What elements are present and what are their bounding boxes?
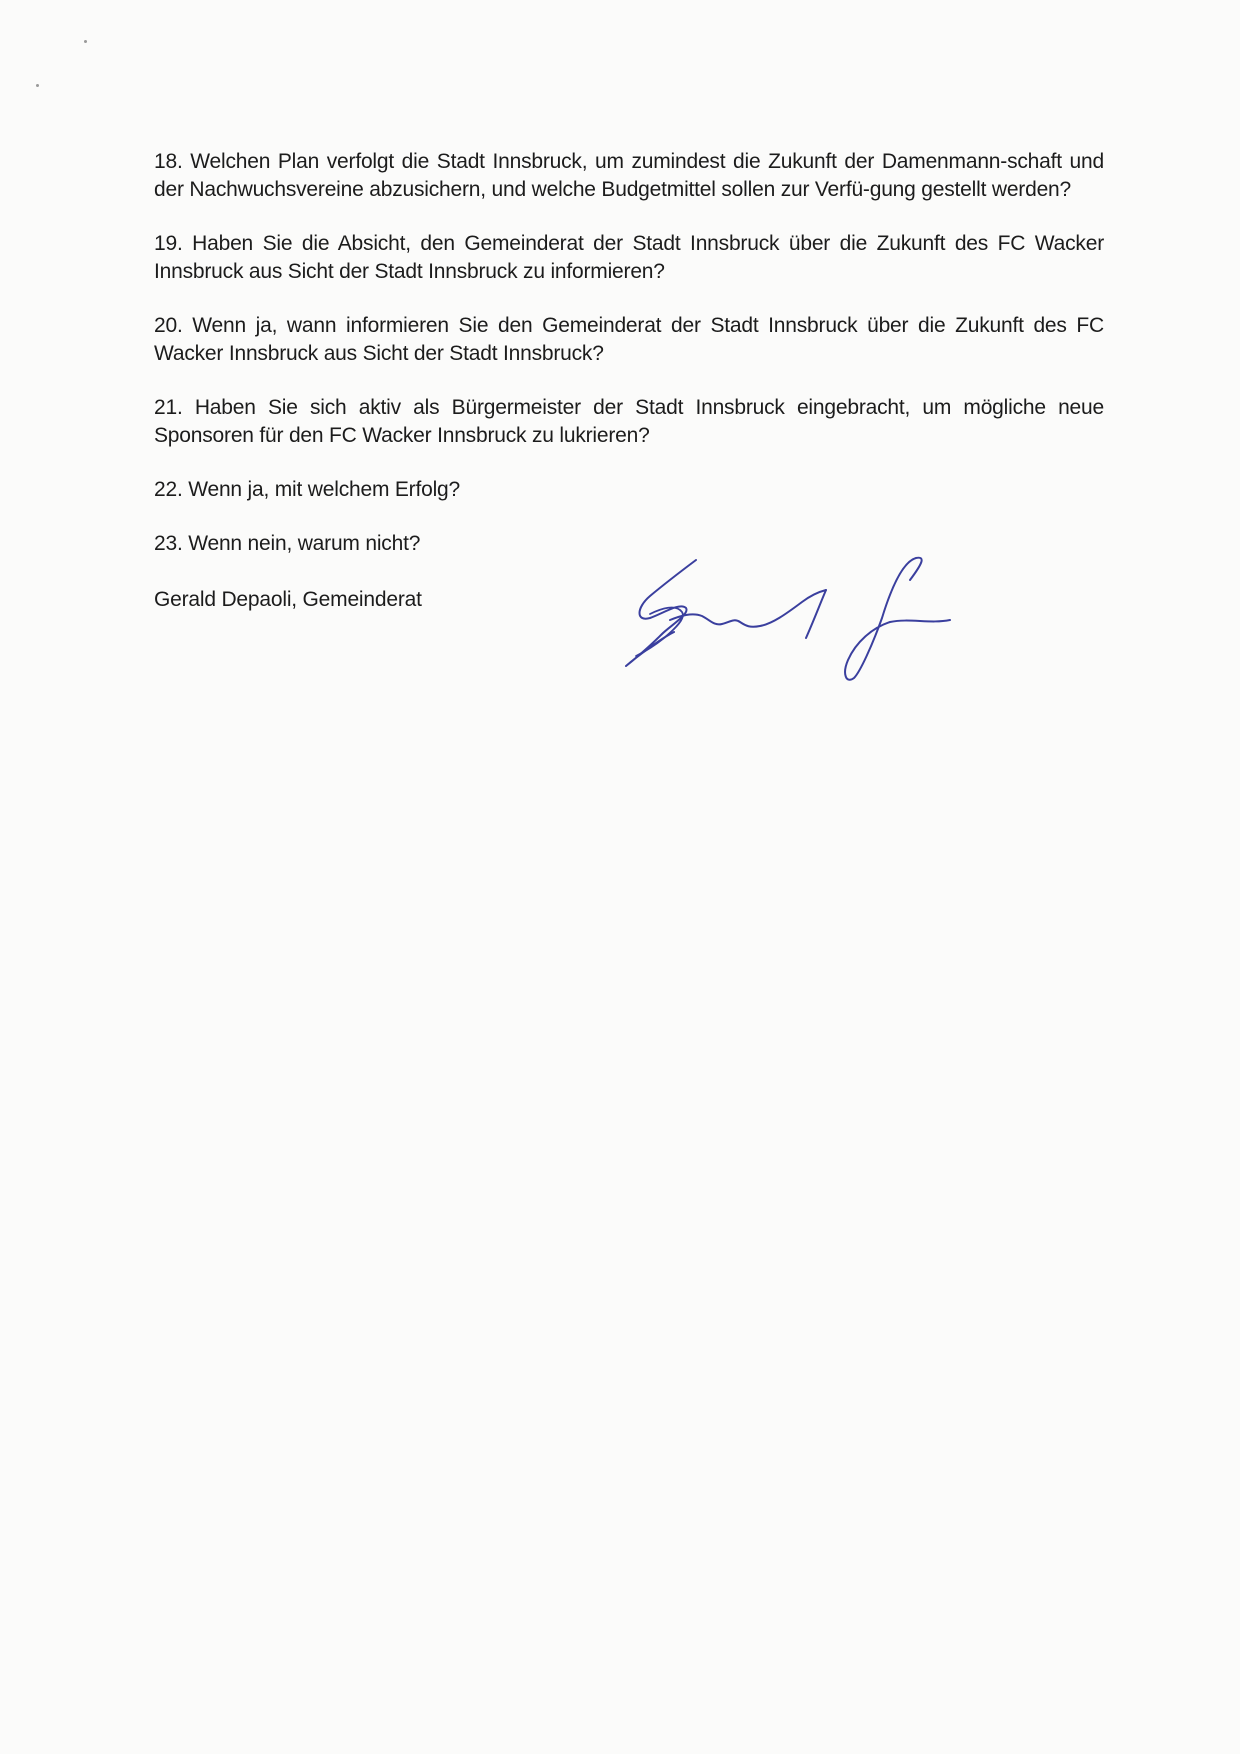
signature-block <box>154 586 1104 726</box>
document-body <box>154 148 1104 726</box>
signature-stroke <box>626 560 696 666</box>
question-19: 19. Haben Sie die Absicht, den Gemeinderat der Stadt Innsbruck über die Zukunft des FC Wacker Innsbruck aus Sicht der Stadt Innsbruck zu informieren? <box>154 232 1104 283</box>
question-18: 18. Welchen Plan verfolgt die Stadt Innsbruck, um zumindest die Zukunft der Damenmann-schaft und der Nachwuchsvereine abzusichern, und welche Budgetmittel sollen zur Verfü-gung gestellt werden? <box>154 150 1104 201</box>
question-22: 22. Wenn ja, mit welchem Erfolg? <box>154 478 461 501</box>
signature-stroke <box>845 558 950 680</box>
signature-stroke <box>670 590 826 627</box>
handwritten-signature <box>610 542 970 692</box>
signer-name: Gerald Depaoli, Gemeinderat <box>154 588 422 611</box>
scan-speck <box>84 40 87 43</box>
question-20: 20. Wenn ja, wann informieren Sie den Gemeinderat der Stadt Innsbruck über die Zukunft des FC Wacker Innsbruck aus Sicht der Stadt Innsbruck? <box>154 314 1104 365</box>
scan-speck <box>36 84 39 87</box>
question-21: 21. Haben Sie sich aktiv als Bürgermeister der Stadt Innsbruck eingebracht, um mögliche neue Sponsoren für den FC Wacker Innsbruck zu lukrieren? <box>154 396 1104 447</box>
question-23: 23. Wenn nein, warum nicht? <box>154 532 421 555</box>
